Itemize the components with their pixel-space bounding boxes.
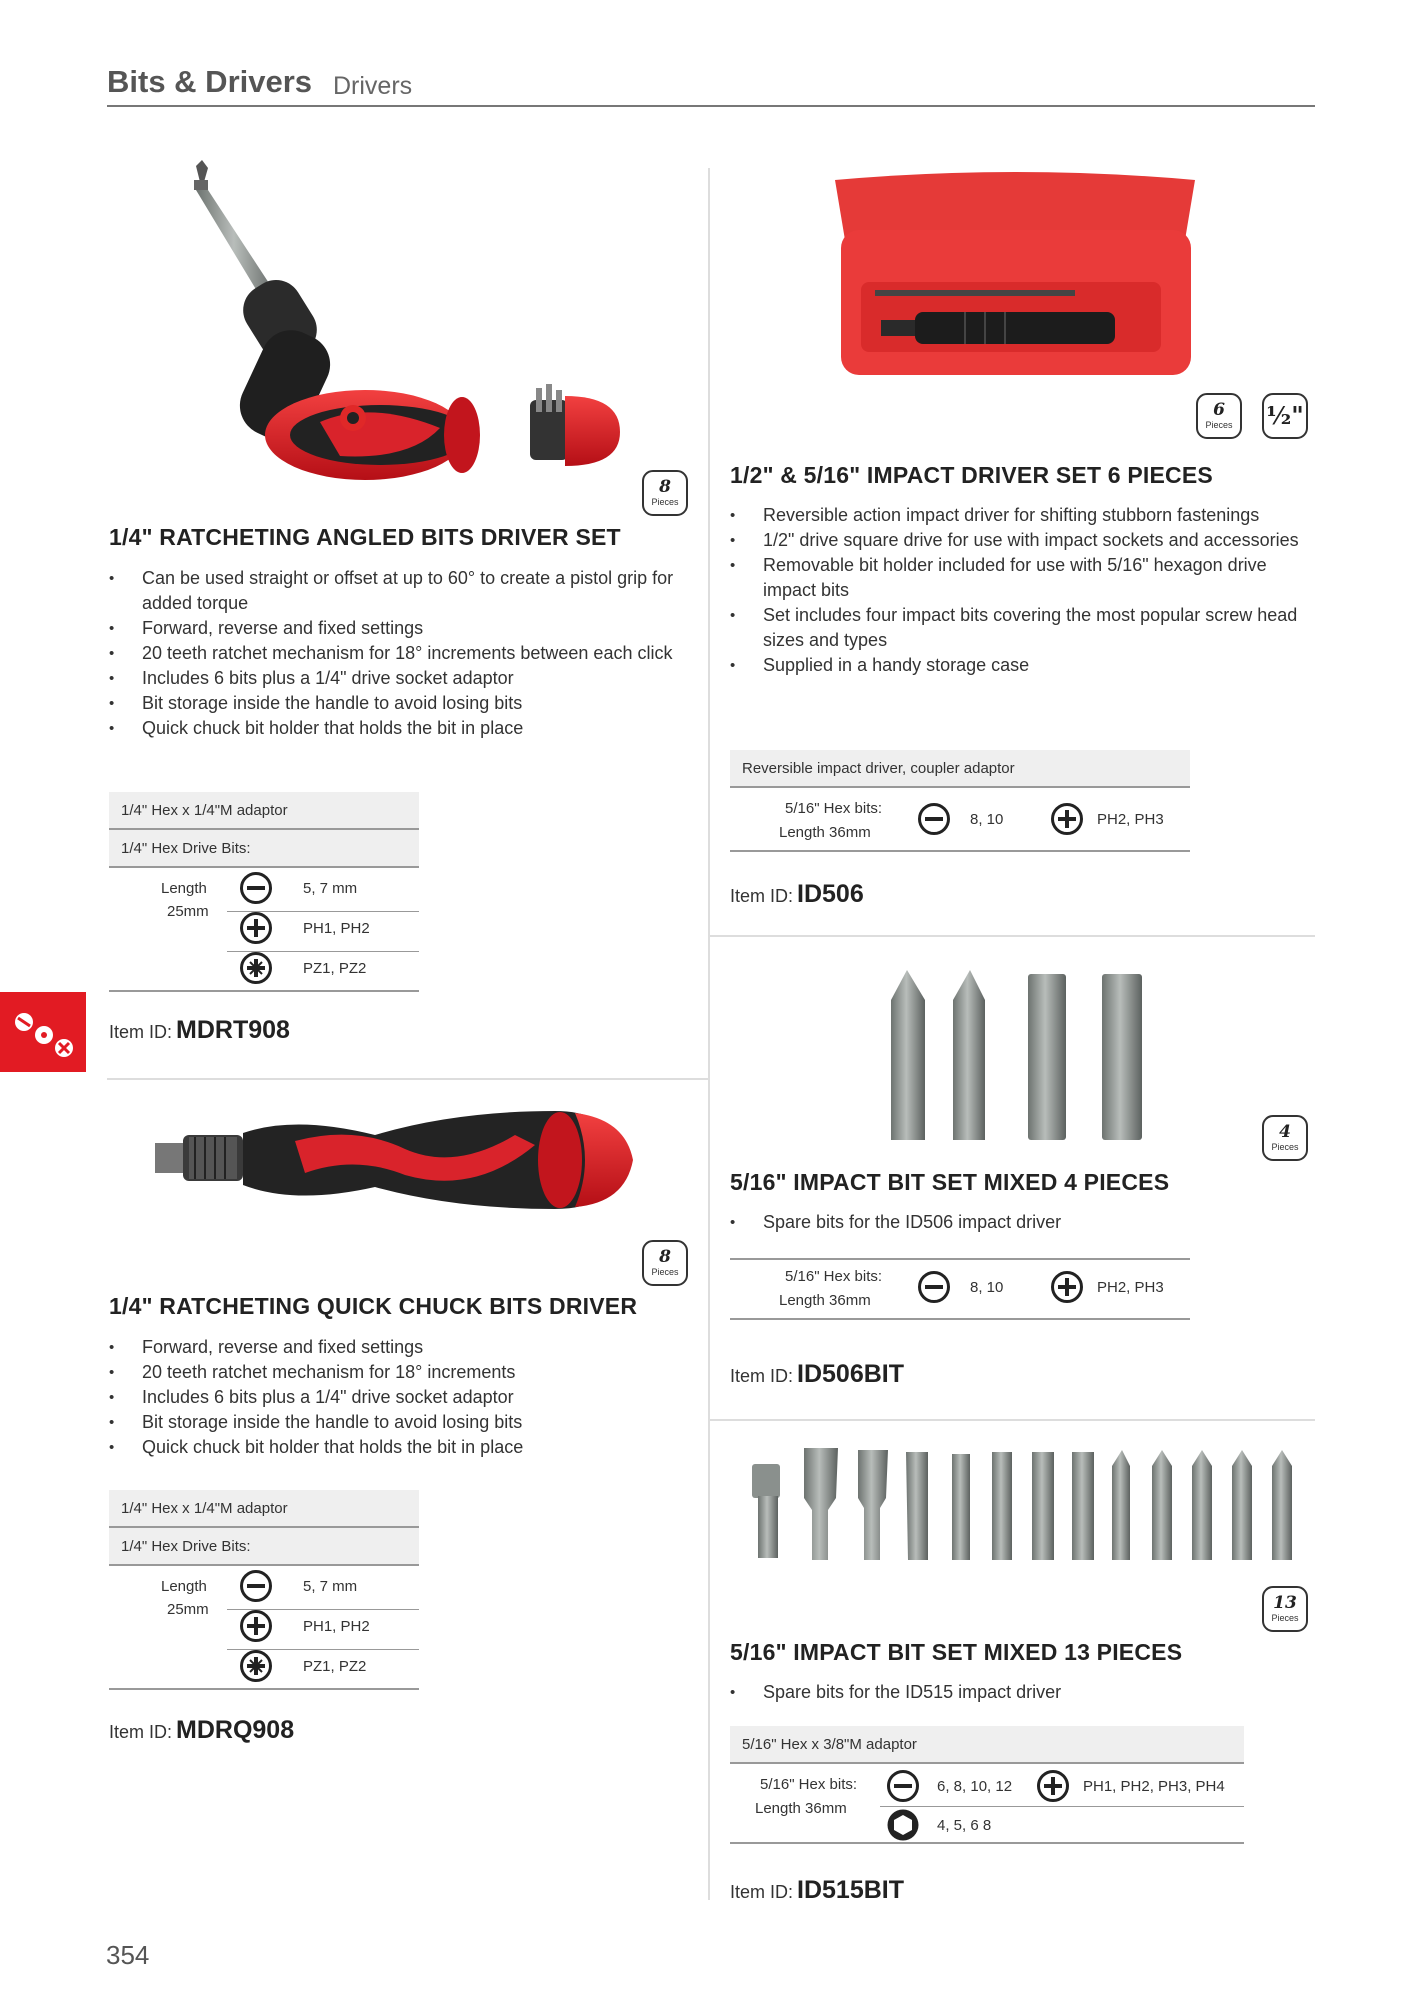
impact-driver-case-image bbox=[825, 170, 1205, 380]
spec-table bbox=[730, 1726, 1244, 1844]
product-title: 1/4" RATCHETING ANGLED BITS DRIVER SET bbox=[109, 524, 621, 550]
phillips-sizes: PH2, PH3 bbox=[1097, 811, 1164, 828]
feature-list bbox=[109, 566, 679, 741]
pieces-label: Pieces bbox=[651, 497, 679, 507]
feature-list bbox=[730, 503, 1310, 678]
pieces-label: Pieces bbox=[1205, 420, 1233, 430]
slotted-sizes: 5, 7 mm bbox=[303, 1578, 358, 1595]
item-id-value: ID506 bbox=[797, 880, 864, 908]
pieces-label: Pieces bbox=[651, 1267, 679, 1277]
item-id-value: ID506BIT bbox=[797, 1360, 904, 1388]
product-title: 1/2" & 5/16" IMPACT DRIVER SET 6 PIECES bbox=[730, 462, 1213, 488]
pozidriv-screw-icon bbox=[239, 1649, 273, 1683]
phillips-sizes: PH1, PH2, PH3, PH4 bbox=[1083, 1778, 1225, 1795]
page-header bbox=[107, 60, 1315, 107]
item-id-label: Item ID: bbox=[109, 1022, 173, 1042]
phillips-sizes: PH1, PH2 bbox=[303, 1618, 370, 1635]
product-title: 5/16" IMPACT BIT SET MIXED 13 PIECES bbox=[730, 1639, 1183, 1665]
item-id-label: Item ID: bbox=[730, 1366, 794, 1386]
feature-item: • Reversible action impact driver for shifting stubborn fastenings bbox=[730, 503, 1310, 528]
phillips-sizes: PH1, PH2 bbox=[303, 920, 370, 937]
length-label: Length 36mm bbox=[779, 1292, 871, 1309]
feature-item: • Forward, reverse and fixed settings bbox=[109, 616, 679, 641]
quick-chuck-driver-image bbox=[155, 1105, 645, 1215]
angled-driver-image bbox=[180, 160, 640, 480]
pieces-badge bbox=[1262, 1115, 1308, 1161]
slotted-screw-icon bbox=[239, 1569, 273, 1603]
feature-item: • 20 teeth ratchet mechanism for 18° increments between each click bbox=[109, 641, 679, 666]
item-id-value: MDRQ908 bbox=[176, 1716, 295, 1744]
feature-item: • Set includes four impact bits covering the most popular screw head sizes and types bbox=[730, 603, 1310, 653]
feature-list bbox=[730, 1680, 1310, 1705]
length-label: Length 36mm bbox=[779, 824, 871, 841]
item-id-value: ID515BIT bbox=[797, 1876, 904, 1904]
pieces-label: Pieces bbox=[1271, 1142, 1299, 1152]
item-id bbox=[109, 1716, 294, 1745]
phillips-sizes: PH2, PH3 bbox=[1097, 1279, 1164, 1296]
pieces-badge bbox=[642, 470, 688, 516]
spec-table bbox=[730, 1258, 1190, 1320]
spec-table bbox=[730, 750, 1190, 852]
item-id-label: Item ID: bbox=[730, 1882, 794, 1902]
product-title: 1/4" RATCHETING QUICK CHUCK BITS DRIVER bbox=[109, 1293, 638, 1319]
spec-table bbox=[109, 1490, 419, 1690]
slotted-sizes: 8, 10 bbox=[970, 811, 1004, 828]
slotted-sizes: 6, 8, 10, 12 bbox=[937, 1778, 1013, 1795]
item-id bbox=[109, 1016, 290, 1045]
feature-item: • Includes 6 bits plus a 1/4" drive socket adaptor bbox=[109, 666, 679, 691]
slotted-screw-icon bbox=[239, 871, 273, 905]
spec-row-adaptor: 1/4" Hex x 1/4"M adaptor bbox=[109, 1490, 419, 1528]
impact-bits-13-image bbox=[750, 1448, 1300, 1563]
phillips-screw-icon bbox=[1050, 1270, 1084, 1304]
row-divider-left bbox=[107, 1078, 708, 1080]
row-divider-right-1 bbox=[710, 935, 1315, 937]
section-subtitle: Drivers bbox=[333, 72, 413, 100]
hex-sizes: 4, 5, 6 8 bbox=[937, 1817, 992, 1834]
feature-item: • Supplied in a handy storage case bbox=[730, 653, 1310, 678]
feature-item: • Quick chuck bit holder that holds the bit in place bbox=[109, 1435, 679, 1460]
spec-row-contents: Reversible impact driver, coupler adaptor bbox=[730, 750, 1190, 788]
bits-label: 5/16" Hex bits: bbox=[785, 1268, 883, 1285]
drive-size: ½" bbox=[1266, 401, 1304, 430]
bits-label: 5/16" Hex bits: bbox=[760, 1776, 858, 1793]
feature-item: • Can be used straight or offset at up to 60° to create a pistol grip for added torque bbox=[109, 566, 679, 616]
spec-row-adaptor: 5/16" Hex x 3/8"M adaptor bbox=[730, 1726, 1244, 1764]
feature-item: • 20 teeth ratchet mechanism for 18° increments bbox=[109, 1360, 679, 1385]
pozidriv-screw-icon bbox=[239, 951, 273, 985]
row-divider-right-2 bbox=[710, 1419, 1315, 1421]
slotted-sizes: 5, 7 mm bbox=[303, 880, 358, 897]
product-title: 5/16" IMPACT BIT SET MIXED 4 PIECES bbox=[730, 1169, 1170, 1195]
item-id-label: Item ID: bbox=[109, 1722, 173, 1742]
phillips-screw-icon bbox=[1036, 1769, 1070, 1803]
feature-list bbox=[730, 1210, 1310, 1235]
bits-drivers-category-icon bbox=[0, 992, 86, 1072]
pozidriv-sizes: PZ1, PZ2 bbox=[303, 960, 367, 977]
feature-item: • Forward, reverse and fixed settings bbox=[109, 1335, 679, 1360]
pieces-badge bbox=[1262, 1586, 1308, 1632]
spec-table bbox=[109, 792, 419, 992]
feature-item: • Bit storage inside the handle to avoid losing bits bbox=[109, 1410, 679, 1435]
phillips-screw-icon bbox=[1050, 802, 1084, 836]
length-label: Length bbox=[161, 880, 207, 897]
feature-item: • 1/2" drive square drive for use with impact sockets and accessories bbox=[730, 528, 1310, 553]
spec-row-adaptor: 1/4" Hex x 1/4"M adaptor bbox=[109, 792, 419, 830]
pieces-count: 13 bbox=[1273, 1593, 1297, 1613]
column-divider bbox=[708, 168, 710, 1900]
pieces-badge bbox=[642, 1240, 688, 1286]
pieces-count: 4 bbox=[1279, 1122, 1291, 1142]
feature-list bbox=[109, 1335, 679, 1460]
length-label: Length 36mm bbox=[755, 1800, 847, 1817]
phillips-screw-icon bbox=[239, 1609, 273, 1643]
pieces-count: 8 bbox=[659, 477, 671, 497]
section-title: Bits & Drivers bbox=[107, 64, 313, 99]
item-id bbox=[730, 1360, 904, 1389]
item-id-label: Item ID: bbox=[730, 886, 794, 906]
pozidriv-sizes: PZ1, PZ2 bbox=[303, 1658, 367, 1675]
item-id bbox=[730, 880, 864, 909]
page-number: 354 bbox=[106, 1940, 150, 1970]
spec-row-bits: 1/4" Hex Drive Bits: bbox=[109, 830, 419, 868]
pieces-badge bbox=[1196, 393, 1242, 439]
pieces-label: Pieces bbox=[1271, 1613, 1299, 1623]
pieces-count: 6 bbox=[1213, 400, 1225, 420]
drive-size-badge bbox=[1262, 393, 1308, 439]
category-tab[interactable] bbox=[0, 992, 86, 1072]
slotted-screw-icon bbox=[886, 1769, 920, 1803]
pieces-count: 8 bbox=[659, 1247, 671, 1267]
spec-row-bits: 1/4" Hex Drive Bits: bbox=[109, 1528, 419, 1566]
slotted-screw-icon bbox=[917, 1270, 951, 1304]
item-id-value: MDRT908 bbox=[176, 1016, 290, 1044]
feature-item: • Removable bit holder included for use with 5/16" hexagon drive impact bits bbox=[730, 553, 1310, 603]
feature-item: • Includes 6 bits plus a 1/4" drive socket adaptor bbox=[109, 1385, 679, 1410]
feature-item: • Spare bits for the ID506 impact driver bbox=[730, 1210, 1310, 1235]
slotted-sizes: 8, 10 bbox=[970, 1279, 1004, 1296]
slotted-screw-icon bbox=[917, 802, 951, 836]
length-value: 25mm bbox=[167, 903, 209, 920]
feature-item: • Spare bits for the ID515 impact driver bbox=[730, 1680, 1310, 1705]
length-value: 25mm bbox=[167, 1601, 209, 1618]
feature-item: • Quick chuck bit holder that holds the bit in place bbox=[109, 716, 679, 741]
phillips-screw-icon bbox=[239, 911, 273, 945]
feature-item: • Bit storage inside the handle to avoid losing bits bbox=[109, 691, 679, 716]
item-id bbox=[730, 1876, 904, 1905]
bits-label: 5/16" Hex bits: bbox=[785, 800, 883, 817]
impact-bits-4-image bbox=[885, 970, 1155, 1145]
hex-screw-icon bbox=[886, 1808, 920, 1842]
length-label: Length bbox=[161, 1578, 207, 1595]
